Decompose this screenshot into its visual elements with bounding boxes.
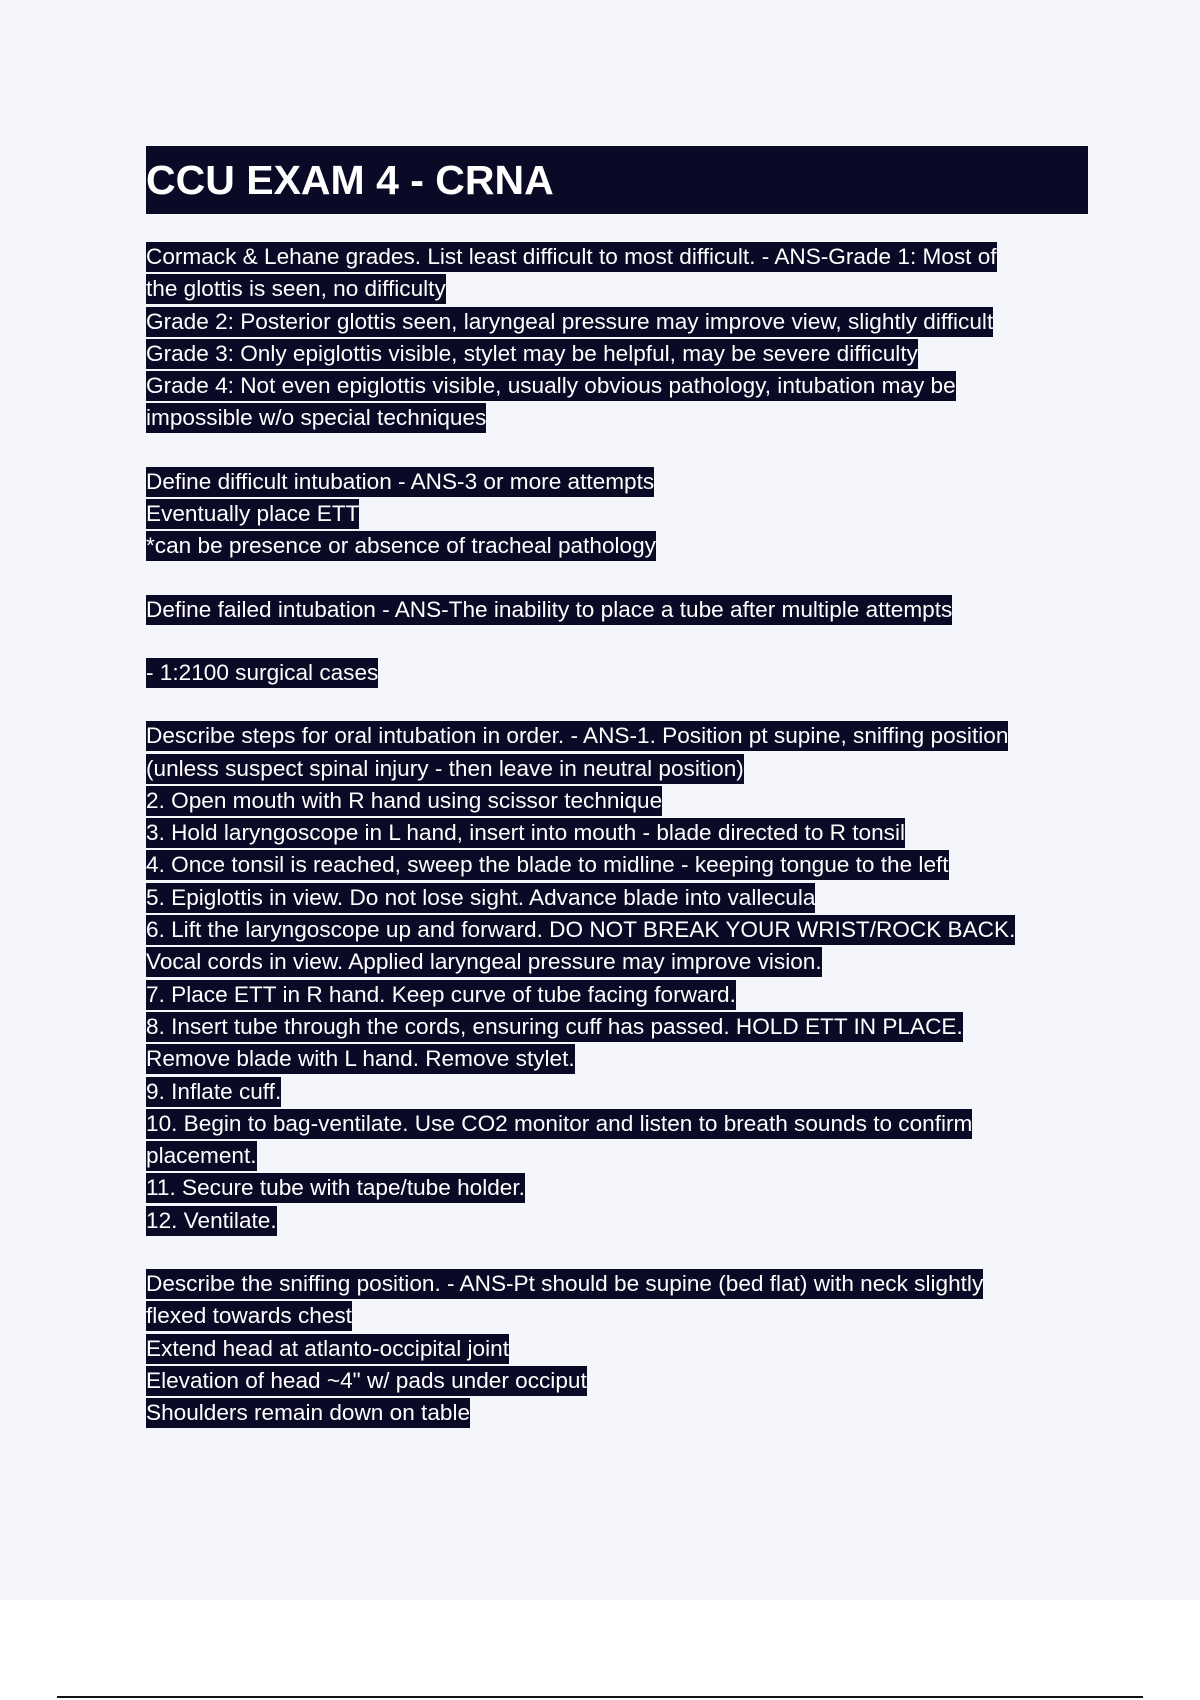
- text-line: - 1:2100 surgical cases: [146, 657, 1088, 689]
- text-line: 3. Hold laryngoscope in L hand, insert into mouth - blade directed to R tonsil: [146, 817, 1088, 849]
- text-line: Eventually place ETT: [146, 498, 1088, 530]
- text-line: Shoulders remain down on table: [146, 1397, 1088, 1429]
- paragraph-gap: [146, 626, 1088, 657]
- text-line: Grade 2: Posterior glottis seen, laryngeal pressure may improve view, slightly difficult: [146, 306, 1088, 338]
- text-line: Grade 4: Not even epiglottis visible, usually obvious pathology, intubation may be: [146, 370, 1088, 402]
- text-line: 8. Insert tube through the cords, ensuring cuff has passed. HOLD ETT IN PLACE.: [146, 1011, 1088, 1043]
- paragraph-gap: [146, 563, 1088, 594]
- text-line: (unless suspect spinal injury - then leave in neutral position): [146, 753, 1088, 785]
- text-line: 10. Begin to bag-ventilate. Use CO2 monitor and listen to breath sounds to confirm: [146, 1108, 1088, 1140]
- text-line: 9. Inflate cuff.: [146, 1076, 1088, 1108]
- text-line: 11. Secure tube with tape/tube holder.: [146, 1172, 1088, 1204]
- text-line: Describe the sniffing position. - ANS-Pt should be supine (bed flat) with neck slightly: [146, 1268, 1088, 1300]
- text-line: 12. Ventilate.: [146, 1205, 1088, 1237]
- paragraph-gap: [146, 689, 1088, 720]
- document-content: [146, 146, 1088, 1430]
- text-line: placement.: [146, 1140, 1088, 1172]
- document-title: CCU EXAM 4 - CRNA: [146, 156, 554, 203]
- text-line: 2. Open mouth with R hand using scissor technique: [146, 785, 1088, 817]
- text-line: 5. Epiglottis in view. Do not lose sight. Advance blade into vallecula: [146, 882, 1088, 914]
- text-line: 4. Once tonsil is reached, sweep the blade to midline - keeping tongue to the left: [146, 849, 1088, 881]
- text-line: Extend head at atlanto-occipital joint: [146, 1333, 1088, 1365]
- paragraph-gap: [146, 1237, 1088, 1268]
- text-line: Remove blade with L hand. Remove stylet.: [146, 1043, 1088, 1075]
- title-bar: [146, 146, 1088, 214]
- text-line: Define failed intubation - ANS-The inability to place a tube after multiple attempts: [146, 594, 1088, 626]
- document-body: [146, 241, 1088, 1430]
- paragraph-gap: [146, 435, 1088, 466]
- text-line: flexed towards chest: [146, 1300, 1088, 1332]
- text-line: Elevation of head ~4" w/ pads under occiput: [146, 1365, 1088, 1397]
- footer-divider: [57, 1696, 1143, 1698]
- text-line: 6. Lift the laryngoscope up and forward. DO NOT BREAK YOUR WRIST/ROCK BACK.: [146, 914, 1088, 946]
- text-line: *can be presence or absence of tracheal pathology: [146, 530, 1088, 562]
- text-line: Grade 3: Only epiglottis visible, stylet may be helpful, may be severe difficulty: [146, 338, 1088, 370]
- text-line: the glottis is seen, no difficulty: [146, 273, 1088, 305]
- text-line: impossible w/o special techniques: [146, 402, 1088, 434]
- text-line: Cormack & Lehane grades. List least difficult to most difficult. - ANS-Grade 1: Most of: [146, 241, 1088, 273]
- text-line: Define difficult intubation - ANS-3 or more attempts: [146, 466, 1088, 498]
- text-line: Vocal cords in view. Applied laryngeal pressure may improve vision.: [146, 946, 1088, 978]
- text-line: Describe steps for oral intubation in order. - ANS-1. Position pt supine, sniffing position: [146, 720, 1088, 752]
- text-line: 7. Place ETT in R hand. Keep curve of tube facing forward.: [146, 979, 1088, 1011]
